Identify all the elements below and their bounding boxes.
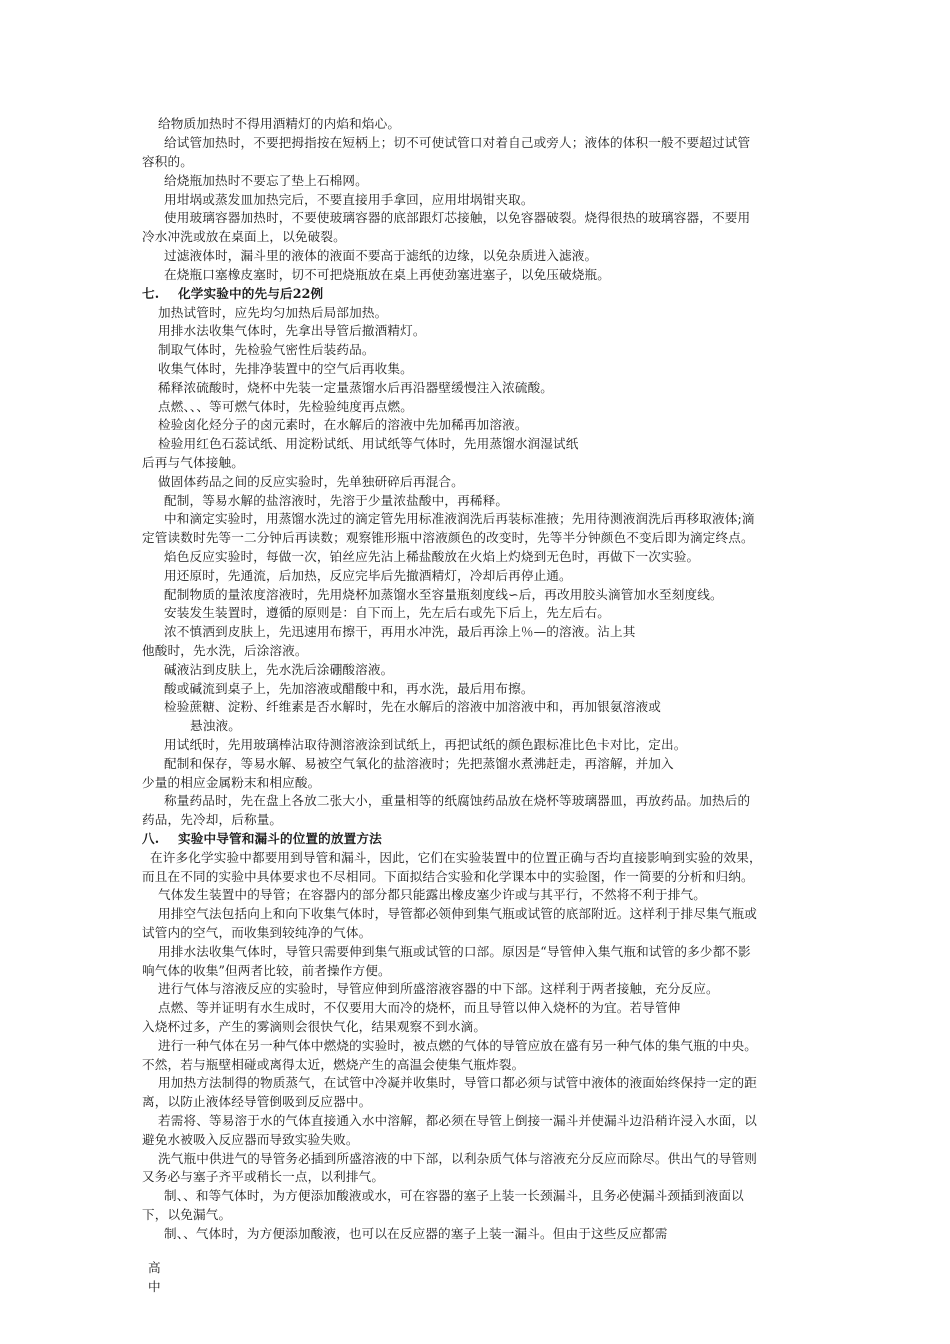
text-line: 在烧瓶口塞橡皮塞时，切不可把烧瓶放在桌上再使劲塞进塞子，以免压破烧瓶。 — [164, 267, 611, 282]
footer-char: 高 — [148, 1260, 161, 1275]
text-line: 又务必与塞子齐平或稍长一点，以利排气。 — [142, 1169, 385, 1184]
text-line: 他酸时，先水洗，后涂溶液。 — [142, 643, 308, 658]
text-line: 点燃、等并证明有水生成时，不仅要用大而冷的烧杯，而且导管以伸入烧杯的为宜。若导管伸 — [158, 1000, 681, 1015]
text-line: 浓不慎洒到皮肤上，先迅速用布擦干，再用水冲洗，最后再涂上％—的溶液。沾上其 — [164, 624, 636, 639]
text-line: 给试管加热时，不要把拇指按在短柄上；切不可使试管口对着自己或旁人；液体的体积一般不要超过试管 — [164, 135, 751, 150]
text-line: 制、、气体时，为方便添加酸液，也可以在反应器的塞子上装一漏斗。但由于这些反应都需 — [164, 1226, 668, 1241]
text-line: 离，以防止液体经导管倒吸到反应器中。 — [142, 1094, 372, 1109]
text-line: 响气体的收集”但两者比较，前者操作方便。 — [142, 963, 391, 978]
text-line: 若需将、等易溶于水的气体直接通入水中溶解，都必须在导管上倒接一漏斗并使漏斗边沿稍许浸入水面，以 — [158, 1113, 757, 1128]
text-line: 做固体药品之间的反应实验时，先单独研碎后再混合。 — [158, 474, 464, 489]
text-line: 焰色反应实验时，每做一次，铂丝应先沾上稀盐酸放在火焰上灼烧到无色时，再做下一次实验。 — [164, 549, 700, 564]
text-line: 而且在不同的实验中具体要求也不尽相同。下面拟结合实验和化学课本中的实验图，作一简要的分析和归纳。 — [142, 869, 754, 884]
text-line: 酸或碱流到桌子上，先加溶液或醋酸中和，再水洗，最后用布擦。 — [164, 681, 534, 696]
text-line: 少量的相应金属粉末和相应酸。 — [142, 775, 321, 790]
text-line: 冷水冲洗或放在桌面上，以免破裂。 — [142, 229, 346, 244]
text-line: 碱液沾到皮肤上，先水洗后涂硼酸溶液。 — [164, 662, 394, 677]
text-line: 避免水被吸入反应器而导致实验失败。 — [142, 1132, 359, 1147]
text-line: 配制和保存，等易水解、易被空气氧化的盐溶液时；先把蒸馏水煮沸赶走，再溶解，并加入 — [164, 756, 674, 771]
text-line: 检验蔗糖、淀粉、纤维素是否水解时，先在水解后的溶液中加溶液中和，再加银氨溶液或 — [164, 699, 662, 714]
text-line: 点燃、、、等可燃气体时，先检验纯度再点燃。 — [158, 399, 414, 414]
text-line: 稀释浓硫酸时，烧杯中先装一定量蒸馏水后再沿器壁缓慢注入浓硫酸。 — [158, 380, 554, 395]
text-line: 用试纸时，先用玻璃棒沾取待测溶液涂到试纸上，再把试纸的颜色跟标准比色卡对比，定出。 — [164, 737, 687, 752]
text-line: 过滤液体时，漏斗里的液体的液面不要高于滤纸的边缘，以免杂质进入滤液。 — [164, 248, 598, 263]
section-heading — [142, 286, 323, 302]
text-line: 配制，等易水解的盐溶液时，先溶于少量浓盐酸中，再稀释。 — [164, 493, 509, 508]
text-line: 用加热方法制得的物质蒸气，在试管中冷凝并收集时，导管口都必须与试管中液体的液面始终保持一定的距 — [158, 1075, 757, 1090]
text-line: 气体发生装置中的导管；在容器内的部分都只能露出橡皮塞少许或与其平行，不然将不利于排气。 — [158, 887, 706, 902]
text-line: 试管内的空气，而收集到较纯净的气体。 — [142, 925, 372, 940]
section-title: 化学实验中的先与后22例 — [178, 286, 324, 301]
text-line: 用排空气法包括向上和向下收集气体时，导管都必领伸到集气瓶或试管的底部附近。这样利于排尽集气瓶或 — [158, 906, 757, 921]
section-heading — [142, 831, 382, 847]
text-line: 安装发生装置时，遵循的原则是：自下而上，先左后右或先下后上，先左后右。 — [164, 605, 611, 620]
text-line: 洗气瓶中供进气的导管务必插到所盛溶液的中下部，以利杂质气体与溶液充分反应而除尽。供出气的导管则 — [158, 1151, 757, 1166]
text-line: 制、、和等气体时，为方便添加酸液或水，可在容器的塞子上装一长颈漏斗，且务必使漏斗颈插到液面以 — [164, 1188, 744, 1203]
text-line: 进行气体与溶液反应的实验时，导管应伸到所盛溶液容器的中下部。这样利于两者接触，充分反应。 — [158, 981, 719, 996]
text-line: 称量药品时，先在盘上各放二张大小，重量相等的纸腐蚀药品放在烧杯等玻璃器皿，再放药品。加热后的 — [164, 793, 751, 808]
text-line: 收集气体时，先排净装置中的空气后再收集。 — [158, 361, 413, 376]
text-line: 在许多化学实验中都要用到导管和漏斗，因此，它们在实验装置中的位置正确与否均直接影响到实验的效果， — [150, 850, 762, 865]
footer-char: 中 — [148, 1279, 161, 1294]
vertical-footer — [148, 1258, 164, 1296]
section-number: 七. — [142, 286, 160, 301]
text-line: 用排水法收集气体时，先拿出导管后撤酒精灯。 — [158, 323, 426, 338]
text-line: 后再与气体接触。 — [142, 455, 244, 470]
text-line: 定管读数时先等一二分钟后再读数；观察锥形瓶中溶液颜色的改变时，先等半分钟颜色不变后即为滴定终点。 — [142, 530, 754, 545]
text-line: 检验卤化烃分子的卤元素时，在水解后的溶液中先加稀再加溶液。 — [158, 417, 528, 432]
section-number: 八. — [142, 831, 160, 846]
text-line: 进行一种气体在另一种气体中燃烧的实验时，被点燃的气体的导管应放在盛有另一种气体的集气瓶的中央。 — [158, 1038, 757, 1053]
text-line: 用排水法收集气体时，导管只需要伸到集气瓶或试管的口部。原因是“导管伸入集气瓶和试管的多少都不影 — [158, 944, 751, 959]
text-line: 中和滴定实验时，用蒸馏水洗过的滴定管先用标准液润洗后再装标准掖；先用待测液润洗后再移取液体;滴 — [164, 511, 755, 526]
text-line: 入烧杯过多，产生的雾滴则会很快气化，结果观察不到水滴。 — [142, 1019, 487, 1034]
text-line: 悬浊液。 — [190, 718, 241, 733]
section-title: 实验中导管和漏斗的位置的放置方法 — [178, 831, 382, 846]
text-line: 药品，先冷却，后称量。 — [142, 812, 283, 827]
text-line: 检验用红色石蕊试纸、用淀粉试纸、用试纸等气体时，先用蒸馏水润湿试纸 — [158, 436, 579, 451]
text-line: 用还原时，先通流，后加热，反应完毕后先撤酒精灯，冷却后再停止通。 — [164, 568, 572, 583]
text-line: 使用玻璃容器加热时，不要使玻璃容器的底部跟灯芯接触，以免容器破裂。烧得很热的玻璃容器，不要用 — [164, 210, 751, 225]
text-line: 用坩埚或蒸发皿加热完后，不要直接用手拿回，应用坩埚钳夹取。 — [164, 192, 534, 207]
text-line: 配制物质的量浓度溶液时，先用烧杯加蒸馏水至容量瓶刻度线∽后，再改用胶头滴管加水至刻度线。 — [164, 587, 723, 602]
text-line: 给物质加热时不得用酒精灯的内焰和焰心。 — [158, 116, 401, 131]
text-line: 制取气体时，先检验气密性后装药品。 — [158, 342, 375, 357]
text-line: 给烧瓶加热时不要忘了垫上石棉网。 — [164, 173, 368, 188]
text-line: 容积的。 — [142, 154, 193, 169]
text-line: 不然，若与瓶壁相碰或离得太近，燃烧产生的高温会使集气瓶炸裂。 — [142, 1057, 525, 1072]
text-line: 下，以免漏气。 — [142, 1207, 232, 1222]
text-line: 加热试管时，应先均匀加热后局部加热。 — [158, 305, 388, 320]
